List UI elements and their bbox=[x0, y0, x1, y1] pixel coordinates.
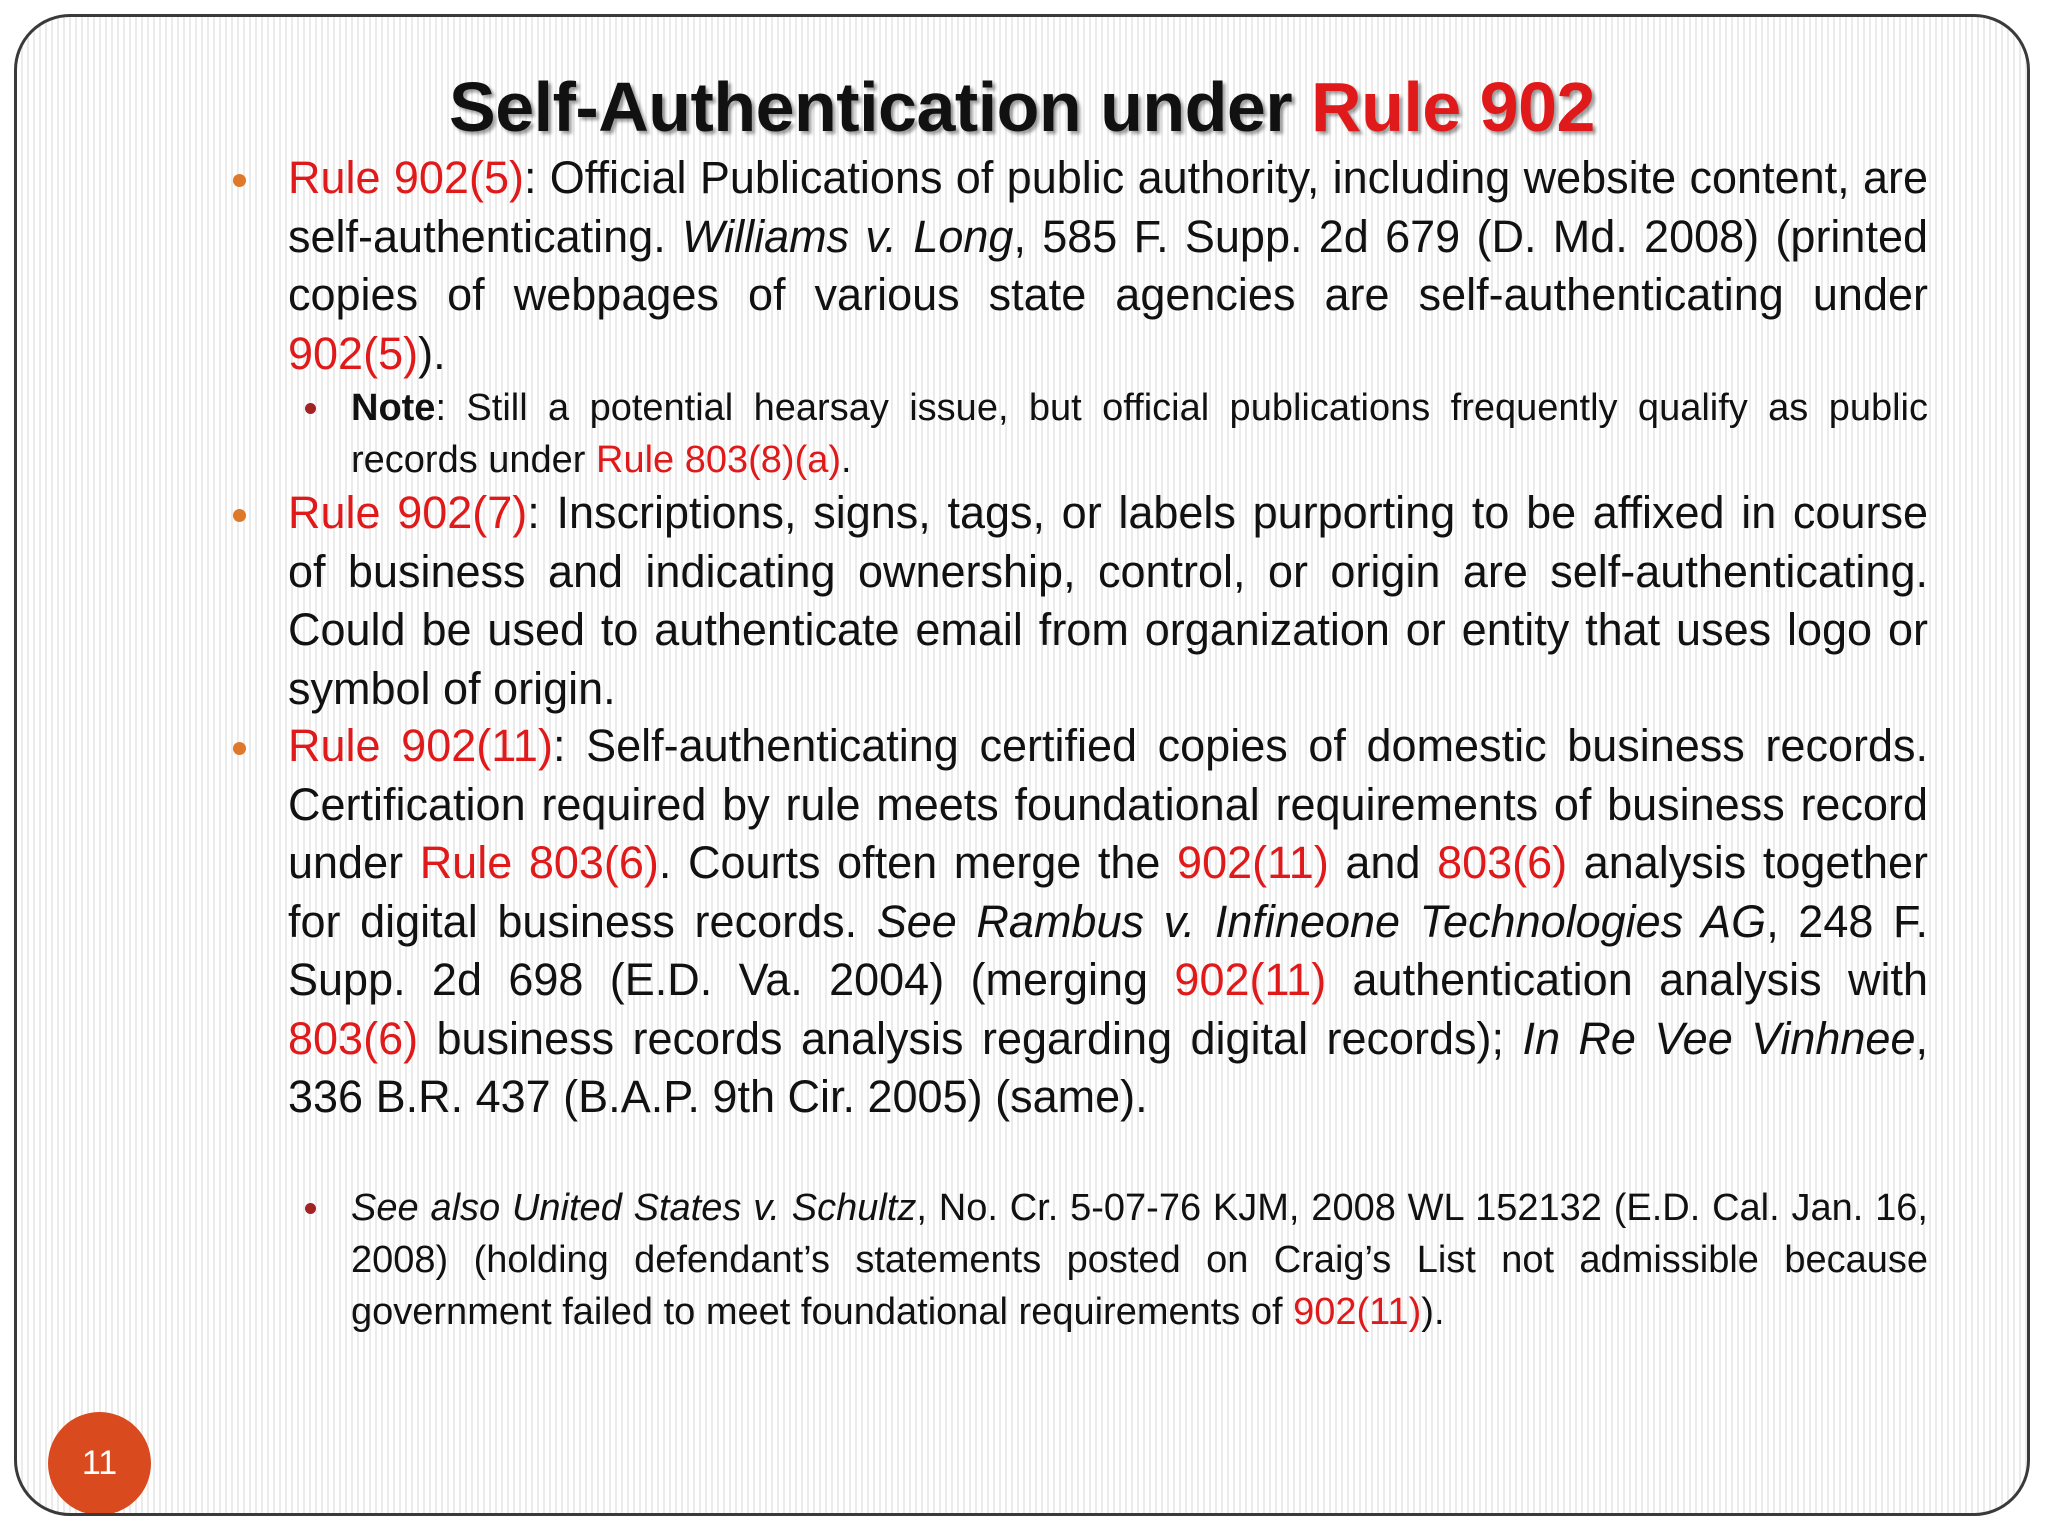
bullet-text: analysis together for digital business records. bbox=[288, 837, 1928, 947]
sub-bullet-dot-icon bbox=[305, 403, 316, 414]
rule-reference: Rule 902(11) bbox=[288, 720, 553, 771]
case-citation: See Rambus v. Infineone Technologies AG bbox=[876, 895, 1767, 947]
case-citation: In Re Vee Vinhnee bbox=[1522, 1012, 1916, 1064]
rule-reference: 803(6) bbox=[1437, 837, 1568, 888]
bullet-text: and bbox=[1328, 837, 1438, 888]
bullet-text: . bbox=[841, 439, 852, 481]
title-rule-highlight: Rule 902 bbox=[1311, 68, 1595, 146]
bullet-text: : Inscriptions, signs, tags, or labels purporting to be affixed in course of business and indicating ownership, control, or origin are self-authenticating. Could be used to authenticate email from organization or entity that uses logo or symbol of origin. bbox=[288, 487, 1928, 714]
sub-bullet-note bbox=[351, 382, 1928, 486]
rule-reference: Rule 902(5) bbox=[288, 152, 524, 203]
bullet-text: , 585 F. Supp. 2d 679 (D. Md. 2008) (printed copies of webpages of various state agencies are self-authenticating under bbox=[288, 210, 1929, 320]
rule-reference: Rule 803(8)(a) bbox=[596, 439, 842, 481]
bullet-text: : Self-authenticating certified copies of domestic business records. Certification required by rule meets foundational requirements of business record under bbox=[288, 720, 1928, 888]
bullet-text: , 248 F. Supp. 2d 698 (E.D. Va. 2004) (merging bbox=[288, 895, 1929, 1005]
rule-reference: 902(11) bbox=[1293, 1291, 1422, 1333]
bullet-text: Note bbox=[351, 387, 436, 429]
bullet-text: ). bbox=[1421, 1291, 1445, 1333]
rule-reference: 902(11) bbox=[1174, 954, 1327, 1005]
bullet-text: , No. Cr. 5-07-76 KJM, 2008 WL 152132 (E.D. Cal. Jan. 16, 2008) (holding defendant’s statements posted on Craig’s List not admissible because government failed to meet foundational requirements of bbox=[351, 1187, 1928, 1333]
bullet-dot-icon bbox=[233, 742, 246, 755]
bullet-text: : Official Publications of public authority, including website content, are self-authenticating. bbox=[288, 152, 1928, 262]
bullet-text: ). bbox=[418, 327, 446, 379]
bullet-text: business records analysis regarding digital records); bbox=[418, 1012, 1523, 1064]
rule-reference: 803(6) bbox=[288, 1012, 419, 1064]
slide-title bbox=[17, 67, 2027, 147]
bullet-dot-icon bbox=[233, 509, 246, 522]
title-text: Self-Authentication under bbox=[449, 68, 1312, 146]
bullet-text: authentication analysis with bbox=[1326, 954, 1929, 1005]
bullet-rule-902-7 bbox=[288, 484, 1928, 718]
sub-bullet-dot-icon bbox=[305, 1203, 316, 1214]
bullet-rule-902-5 bbox=[288, 149, 1928, 383]
rule-reference: Rule 803(6) bbox=[419, 837, 659, 888]
case-citation: Williams v. Long bbox=[682, 210, 1014, 262]
bullet-dot-icon bbox=[233, 174, 246, 187]
case-citation: See also United States v. Schultz bbox=[351, 1187, 917, 1229]
bullet-text: , 336 B.R. 437 (B.A.P. 9th Cir. 2005) (same). bbox=[288, 1012, 1928, 1122]
sub-bullet-see-also bbox=[351, 1182, 1928, 1338]
bullet-text: : Still a potential hearsay issue, but official publications frequently qualify as public records under bbox=[351, 387, 1928, 481]
bullet-rule-902-11 bbox=[288, 717, 1928, 1127]
rule-reference: 902(11) bbox=[1177, 837, 1329, 888]
bullet-text: . Courts often merge the bbox=[658, 837, 1178, 888]
page-number-badge: 11 bbox=[48, 1412, 151, 1515]
rule-reference: 902(5) bbox=[288, 327, 419, 379]
rule-reference: Rule 902(7) bbox=[288, 487, 528, 538]
